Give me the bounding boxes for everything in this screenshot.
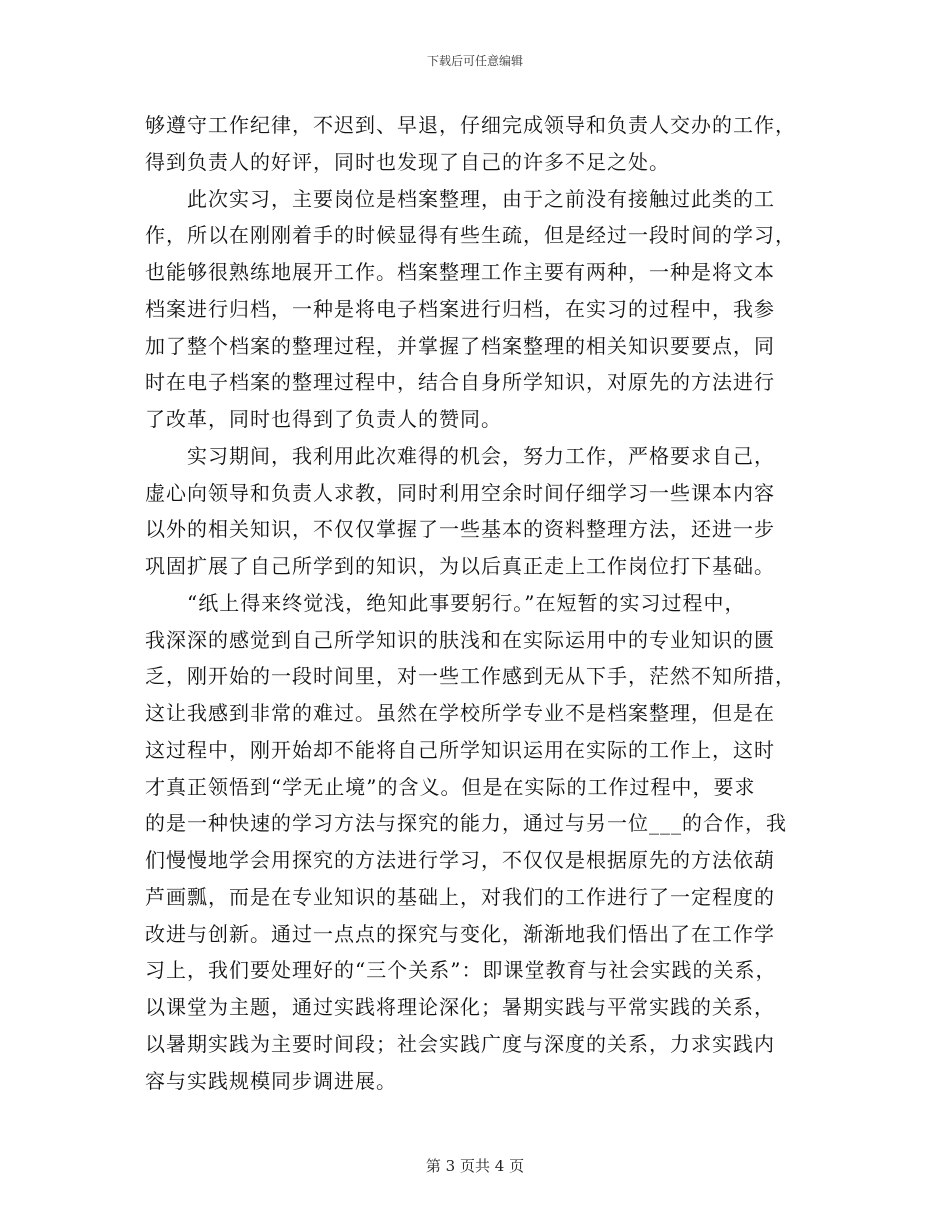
text-line: 这让我感到非常的难过。虽然在学校所学专业不是档案整理，但是在: [145, 701, 775, 725]
text-line: 我深深的感觉到自己所学知识的肤浅和在实际运用中的专业知识的匮: [145, 627, 775, 652]
text-line: 作，所以在刚刚着手的时候显得有些生疏，但是经过一段时间的学习，: [145, 223, 796, 248]
text-line: 才真正领悟到“学无止境”的含义。但是在实际的工作过程中，要求: [145, 774, 756, 799]
text-line: 了改革，同时也得到了负责人的赞同。: [145, 407, 502, 431]
text-line: 习上，我们要处理好的“三个关系”：即课堂教育与社会实践的关系，: [145, 958, 777, 983]
text-line: 们慢慢地学会用探究的方法进行学习，不仅仅是根据原先的方法依葫: [145, 848, 775, 872]
document-body: [145, 107, 810, 1099]
text-line: 以暑期实践为主要时间段；社会实践广度与深度的关系，力求实践内: [145, 1031, 775, 1056]
text-line: 此次实习，主要岗位是档案整理，由于之前没有接触过此类的工: [145, 186, 775, 211]
text-line: 这过程中，刚开始却不能将自己所学知识运用在实际的工作上，这时: [145, 737, 775, 762]
text-line: 虚心向领导和负责人求教，同时利用空余时间仔细学习一些课本内容: [145, 480, 775, 505]
text-line: 以外的相关知识，不仅仅掌握了一些基本的资料整理方法，还进一步: [145, 517, 775, 542]
text-line: 改进与创新。通过一点点的探究与变化，渐渐地我们悟出了在工作学: [145, 921, 775, 946]
text-line: 也能够很熟练地展开工作。档案整理工作主要有两种，一种是将文本: [145, 260, 775, 284]
text-line: “纸上得来终觉浅，绝知此事要躬行。”在短暂的实习过程中，: [145, 590, 746, 615]
page-header: 下载后可任意编辑: [426, 54, 523, 68]
text-line: 以课堂为主题，通过实践将理论深化；暑期实践与平常实践的关系，: [145, 995, 775, 1019]
text-line: 档案进行归档，一种是将电子档案进行归档，在实习的过程中，我参: [145, 296, 775, 321]
text-line: 够遵守工作纪律，不迟到、早退，仔细完成领导和负责人交办的工作，: [145, 113, 796, 137]
page-footer: 第 3 页共 4 页: [425, 1157, 525, 1175]
text-line: 加了整个档案的整理过程，并掌握了档案整理的相关知识要要点，同: [145, 333, 775, 358]
text-line: 得到负责人的好评，同时也发现了自己的许多不足之处。: [145, 149, 670, 174]
text-line: 芦画瓢，而是在专业知识的基础上，对我们的工作进行了一定程度的: [145, 884, 775, 909]
text-line: 时在电子档案的整理过程中，结合自身所学知识，对原先的方法进行: [145, 370, 775, 395]
text-line: 巩固扩展了自己所学到的知识，为以后真正走上工作岗位打下基础。: [145, 554, 775, 578]
text-line: 乏，刚开始的一段时间里，对一些工作感到无从下手，茫然不知所措，: [145, 664, 796, 689]
text-line: 的是一种快速的学习方法与探究的能力，通过与另一位___的合作，我: [145, 811, 787, 836]
text-line: 容与实践规模同步调进展。: [145, 1068, 397, 1093]
text-line: 实习期间，我利用此次难得的机会，努力工作，严格要求自己，: [145, 443, 775, 468]
